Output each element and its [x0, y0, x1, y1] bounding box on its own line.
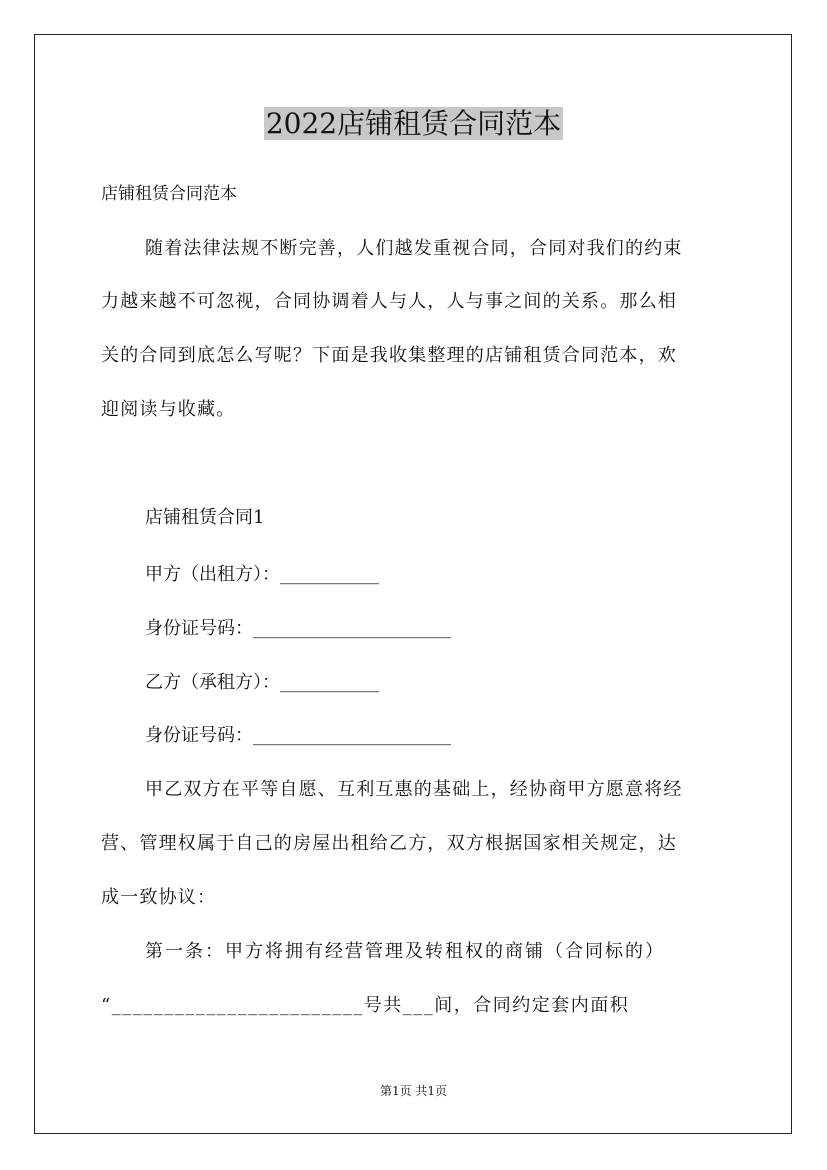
intro-line-4: 迎阅读与收藏。: [101, 399, 236, 420]
party-a-line: 甲方（出租方）：___________: [145, 564, 379, 585]
agreement-line-1: 甲乙双方在平等自愿、互利互惠的基础上，经协商甲方愿意将经: [145, 779, 683, 800]
document-subtitle: 店铺租赁合同范本: [101, 184, 237, 204]
contract-heading: 店铺租赁合同1: [145, 507, 265, 528]
agreement-line-2: 营、管理权属于自己的房屋出租给乙方，双方根据国家相关规定，达: [101, 833, 677, 854]
intro-line-1: 随着法律法规不断完善，人们越发重视合同，合同对我们的约束: [145, 238, 683, 259]
article-1-line-2: “________________________号共___间，合同约定套内面积: [101, 995, 630, 1016]
article-1-line-1: 第一条：甲方将拥有经营管理及转租权的商铺（合同标的）: [145, 941, 665, 962]
document-title: 2022店铺租赁合同范本: [265, 107, 562, 140]
party-a-id-line: 身份证号码：______________________: [145, 618, 451, 639]
party-b-id-line: 身份证号码：______________________: [145, 725, 451, 746]
intro-line-2: 力越来越不可忽视，合同协调着人与人，人与事之间的关系。那么相: [101, 291, 677, 312]
agreement-line-3: 成一致协议：: [101, 887, 217, 908]
intro-line-3: 关的合同到底怎么写呢？下面是我收集整理的店铺租赁合同范本，欢: [101, 345, 677, 366]
party-b-line: 乙方（承租方）：___________: [145, 672, 379, 693]
page-footer: 第1页 共1页: [379, 1084, 448, 1098]
